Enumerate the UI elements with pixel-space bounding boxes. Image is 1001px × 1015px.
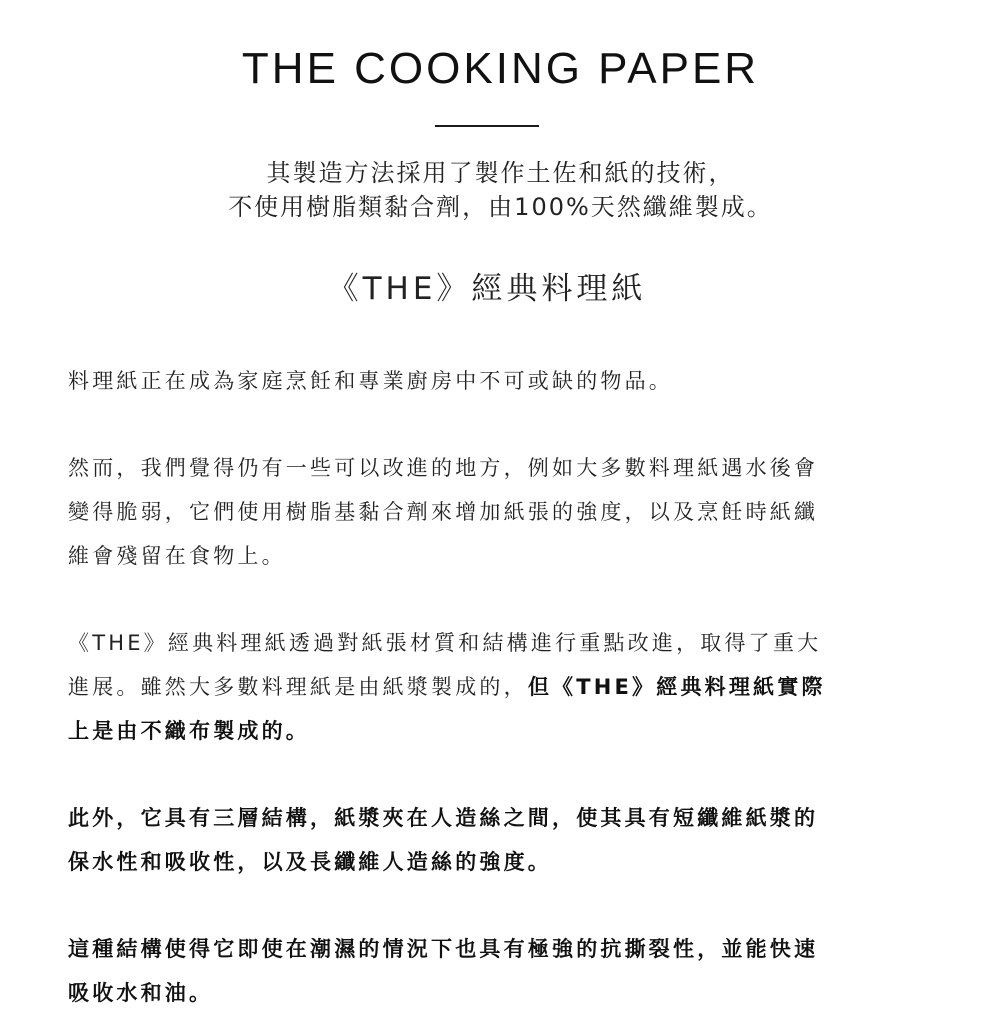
paragraph-1 (68, 359, 918, 403)
paragraph-5-line-2: 吸收水和油。 (68, 981, 214, 1005)
intro-text (0, 156, 1001, 224)
intro-line-2: 不使用樹脂類黏合劑，由100%天然纖維製成。 (228, 193, 773, 221)
paragraph-2 (68, 446, 918, 578)
paragraph-3-line-2 (68, 665, 918, 709)
paragraph-5 (68, 927, 918, 1015)
paragraph-5-line-1: 這種結構使得它即使在潮濕的情況下也具有極強的抗撕裂性，並能快速 (68, 937, 819, 961)
paragraph-3-line-2-bold: 但《THE》經典料理紙實際 (527, 675, 826, 699)
paragraph-3 (68, 621, 918, 753)
paragraph-3-line-2-regular: 進展。雖然大多數料理紙是由紙漿製成的， (68, 675, 528, 699)
paragraph-2-line-2: 變得脆弱，它們使用樹脂基黏合劑來增加紙張的強度，以及烹飪時紙纖 (68, 500, 819, 524)
page-title: THE COOKING PAPER (241, 44, 760, 93)
paragraph-4-line-2: 保水性和吸收性，以及長纖維人造絲的強度。 (68, 850, 552, 874)
section-subtitle: 《THE》經典料理紙 (327, 271, 647, 307)
paragraph-4-line-1: 此外，它具有三層結構，紙漿夾在人造絲之間，使其具有短纖維紙漿的 (68, 806, 819, 830)
paragraph-2-line-3: 維會殘留在食物上。 (68, 544, 286, 568)
paragraph-1-line-1: 料理紙正在成為家庭烹飪和專業廚房中不可或缺的物品。 (68, 369, 673, 393)
title-divider (435, 125, 539, 127)
intro-line-1: 其製造方法採用了製作土佐和紙的技術， (266, 159, 735, 187)
paragraph-3-line-3: 上是由不織布製成的。 (68, 719, 310, 743)
paragraph-4 (68, 796, 918, 884)
paragraph-3-line-1: 《THE》經典料理紙透過對紙張材質和結構進行重點改進，取得了重大 (68, 631, 822, 655)
paragraph-2-line-1: 然而，我們覺得仍有一些可以改進的地方，例如大多數料理紙遇水後會 (68, 456, 819, 480)
